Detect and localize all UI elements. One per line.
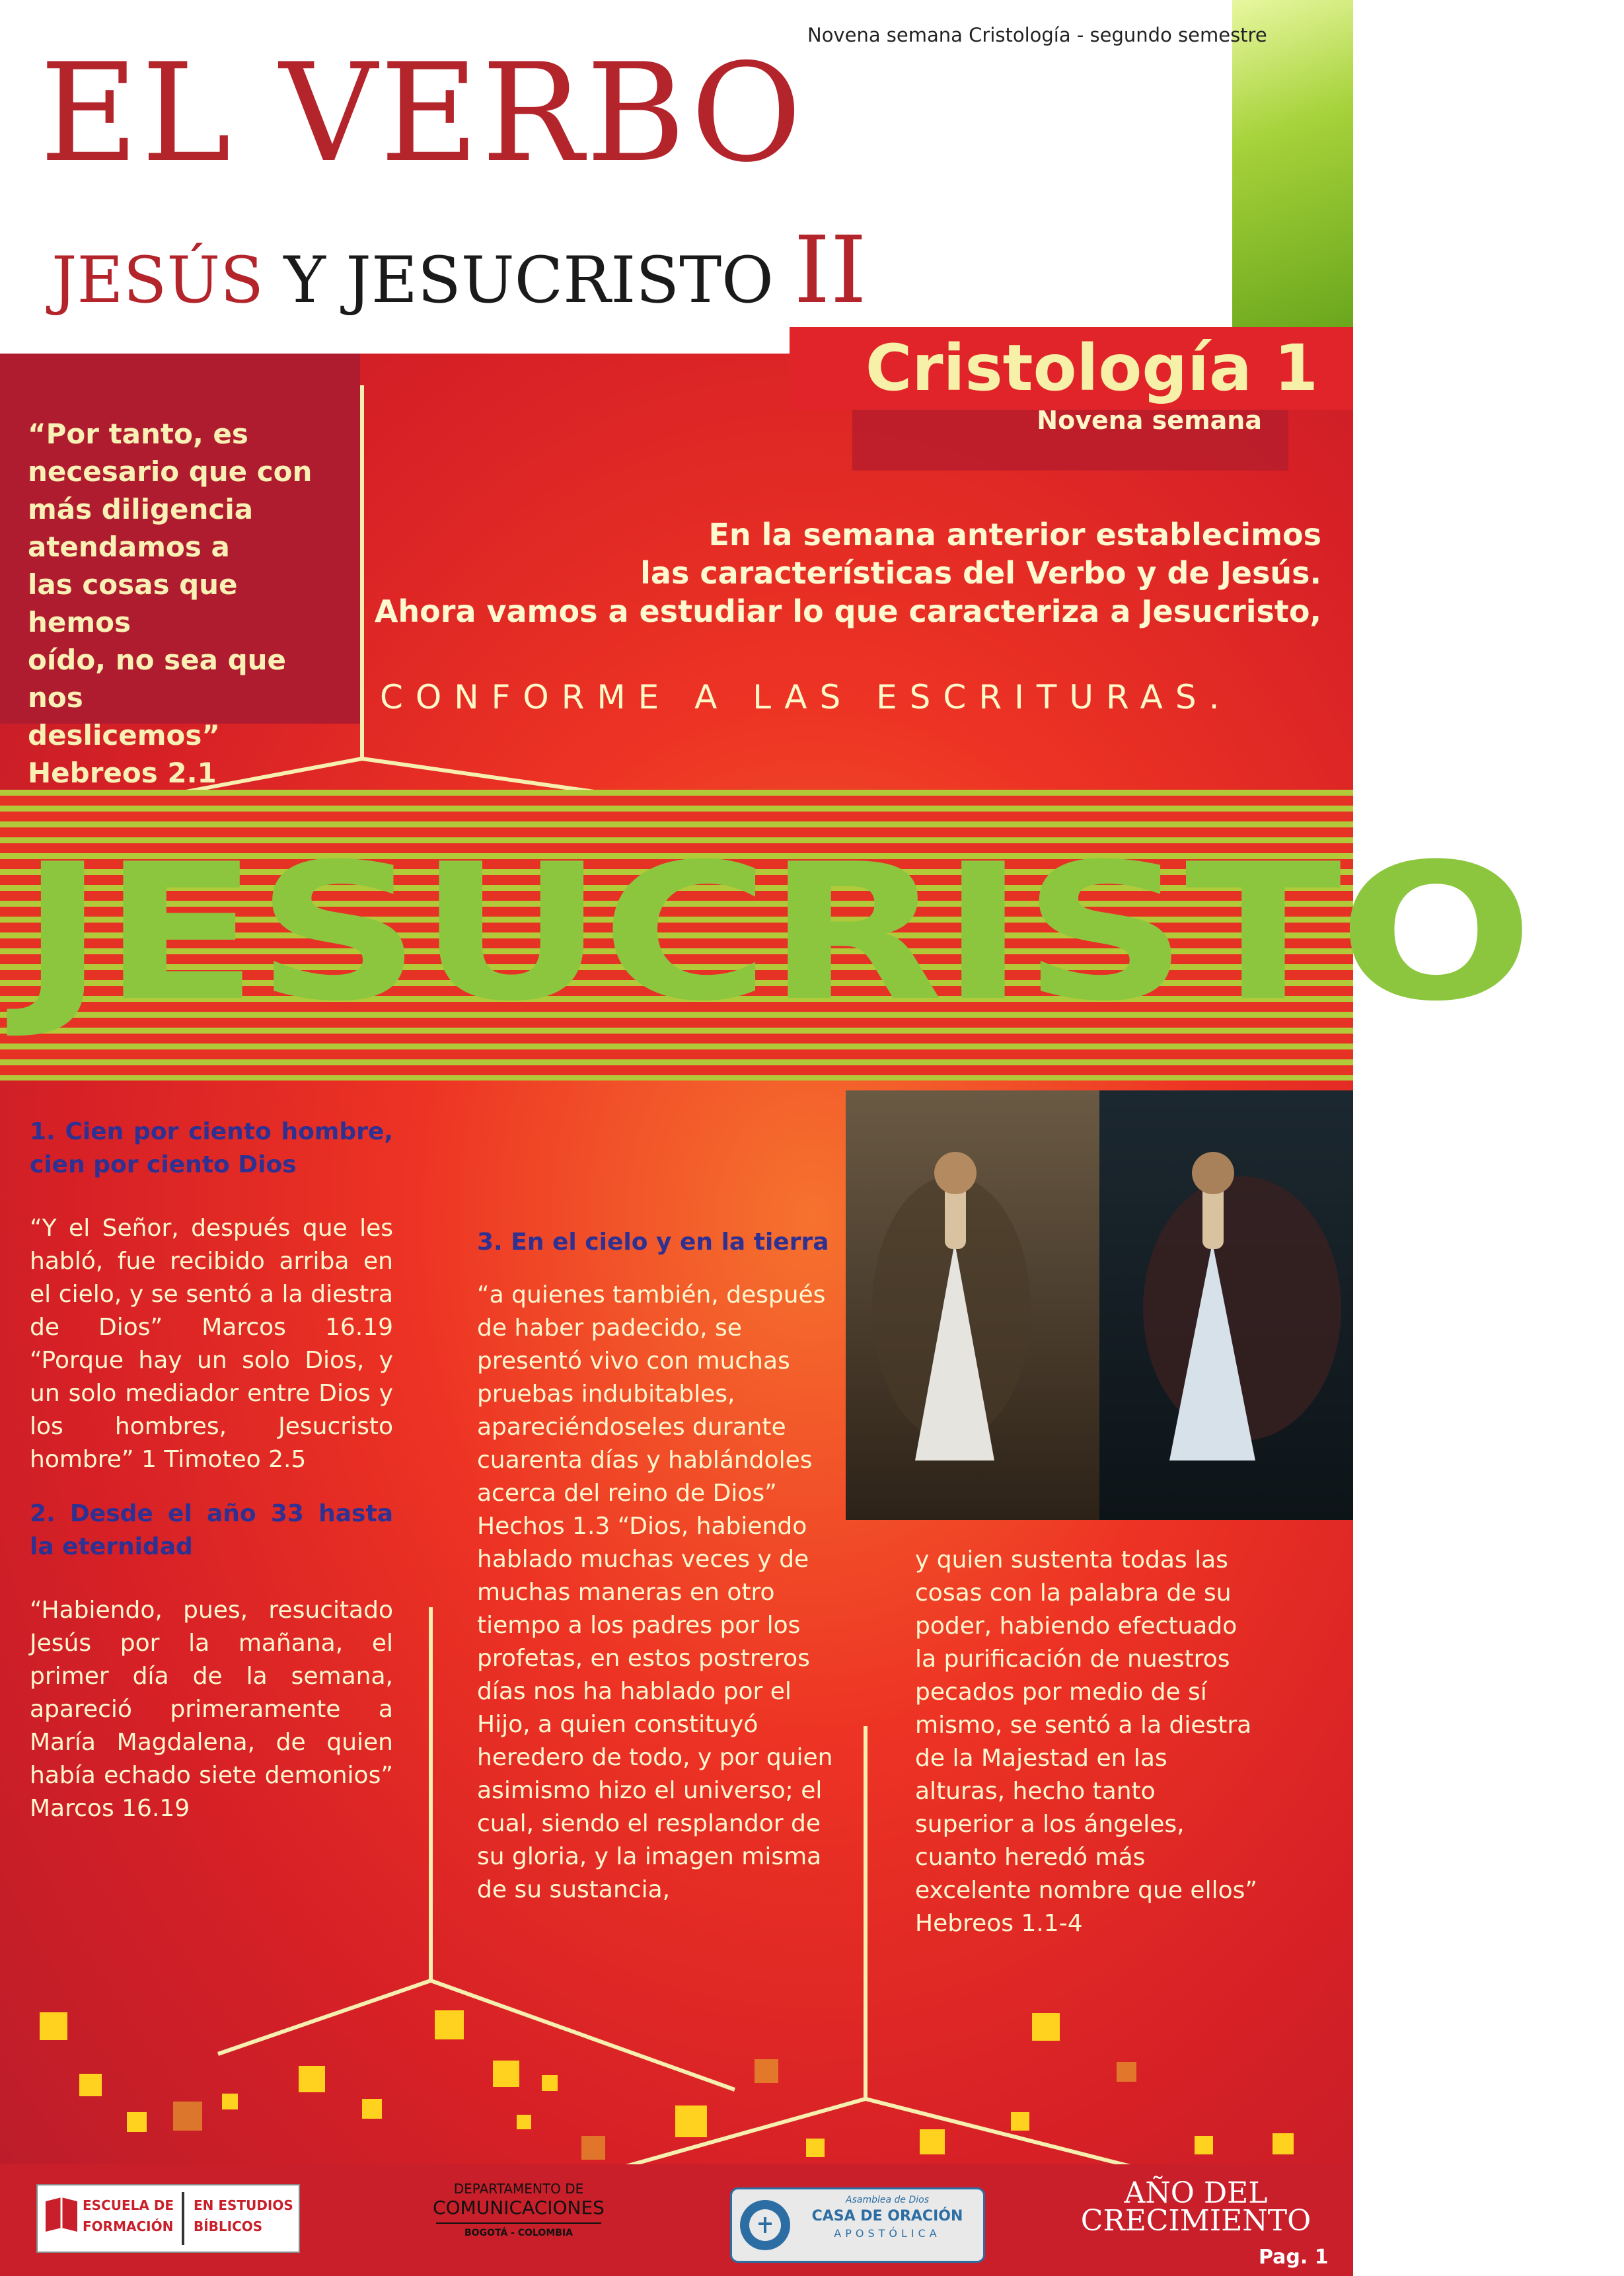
year-slogan-line: AÑO DEL [1124,2176,1268,2210]
intro-line: En la semana anterior establecimos [708,517,1321,552]
square [127,2112,147,2132]
column-2 [477,1226,837,1907]
intro-text [370,515,1321,630]
quote-line: más diligencia [28,493,254,525]
school-line: BÍBLICOS [194,2219,263,2234]
subtitle-number: II [794,217,867,324]
quote [28,415,345,792]
square [1273,2133,1294,2154]
main-title: EL VERBO [40,35,805,192]
department-logo [423,2181,614,2238]
paragraph-1: “Y el Señor, después que les habló, fue recibido arriba en el cielo, y se sentó a la diestra de Dios” Marcos 16.19 “Porque hay un solo Dios, y un solo mediador entre Dios y los hombres, Jesucristo hombre” 1 Timoteo 2.5 [30,1215,393,1473]
school-line: EN ESTUDIOS [194,2197,293,2213]
green-accent-strip [1232,0,1353,327]
year-slogan-line: CRECIMIENTO [1080,2204,1311,2238]
square [222,2094,238,2109]
intro-line: Ahora vamos a estudiar lo que caracteriza a Jesucristo, [374,593,1321,629]
school-logo [36,2184,300,2253]
square [1032,2013,1060,2041]
square [1195,2136,1213,2154]
heading-3: 3. En el cielo y en la tierra [477,1229,829,1256]
square [920,2129,945,2154]
church-name: CASA DE ORACIÓN [811,2208,963,2224]
column-3 [915,1544,1259,1940]
square [806,2139,825,2157]
square [517,2115,531,2129]
square [435,2010,464,2039]
subtitle [52,217,867,324]
paragraph-3: “a quienes también, después de haber padecido, se presentó vivo con muchas pruebas indubitables, apareciéndoseles durante cuarenta días y hablándoles acerca del reino de Dios” Hechos 1.3 “Dios, habiendo hablado muchas veces y de muchas maneras en otro tiempo a los padres por los profetas, en estos postreros días nos ha hablado por el Hijo, a quien constituyó heredero de todo, y por quien asimismo hizo el universo; el cual, siendo el resplandor de su gloria, y la imagen misma de su sustancia, [477,1281,833,1903]
quote-line: las cosas que hemos [28,568,238,638]
dept-line: DEPARTAMENTO DE [453,2181,584,2197]
paragraph-2: “Habiendo, pues, resucitado Jesús por la mañana, el primer día de la semana, apareció primeramente a María Magdalena, de quien había echado siete demonios” Marcos 16.19 [30,1597,393,1822]
column-1 [30,1116,393,1825]
square [362,2099,382,2119]
square [1117,2062,1136,2082]
square [755,2059,778,2083]
square [40,2012,67,2040]
spaced-tagline: CONFORME A LAS ESCRITURAS. [380,678,1232,716]
square [173,2102,202,2131]
church-logo-text [798,2195,977,2240]
subtitle-jesus: JESÚS [52,243,264,317]
heading-1: 1. Cien por ciento hombre, cien por ciento Dios [30,1118,393,1178]
church-logo [730,2187,985,2263]
dept-name: COMUNICACIONES [433,2197,605,2219]
church-emblem-icon [737,2197,793,2253]
school-logo-text-left [83,2195,174,2237]
jesus-photo [846,1090,1353,1520]
school-logo-text-right [194,2195,293,2237]
square [581,2136,605,2160]
dept-city: BOGOTÁ - COLOMBIA [464,2228,573,2238]
square [1011,2112,1029,2131]
page-number: Pag. 1 [1259,2246,1329,2269]
intro-line: las características del Verbo y de Jesús. [640,555,1321,591]
church-line: APOSTÓLICA [834,2227,941,2240]
square [542,2075,558,2091]
subtitle-jesucristo: Y JESUCRISTO [283,243,774,317]
jesus-figure-image [846,1090,1353,1520]
book-icon [44,2195,79,2237]
banner-word: JESUCRISTO [20,823,1531,1043]
paragraph-4: y quien sustenta todas las cosas con la palabra de su poder, habiendo efectuado la purificación de nuestros pecados por medio de sí mismo, se sentó a la diestra de la Majestad en las alturas, hecho tanto superior a los ángeles, cuanto heredó más excelente nombre que ellos” Hebreos 1.1-4 [915,1546,1258,1937]
logo-divider [182,2192,184,2245]
quote-line: “Por tanto, es [28,418,248,450]
dept-rule [436,2222,601,2224]
church-line: Asamblea de Dios [846,2195,929,2205]
square [299,2066,325,2092]
quote-line: oído, no sea que nos [28,644,287,714]
quote-line: deslicemos” [28,719,220,751]
quote-line: necesario que con [28,455,313,488]
heading-2: 2. Desde el año 33 hasta la eternidad [30,1500,393,1560]
square [675,2105,707,2137]
section-title: Cristología 1 [865,331,1318,405]
square [79,2074,102,2096]
quote-line: atendamos a [28,531,230,563]
top-note: Novena semana Cristología - segundo semestre [807,24,1267,46]
section-subtitle: Novena semana [1037,406,1262,435]
quote-reference: Hebreos 2.1 [28,757,217,789]
school-line: FORMACIÓN [83,2219,174,2234]
school-line: ESCUELA DE [83,2197,174,2213]
year-slogan [1067,2176,1325,2238]
square [493,2061,519,2087]
